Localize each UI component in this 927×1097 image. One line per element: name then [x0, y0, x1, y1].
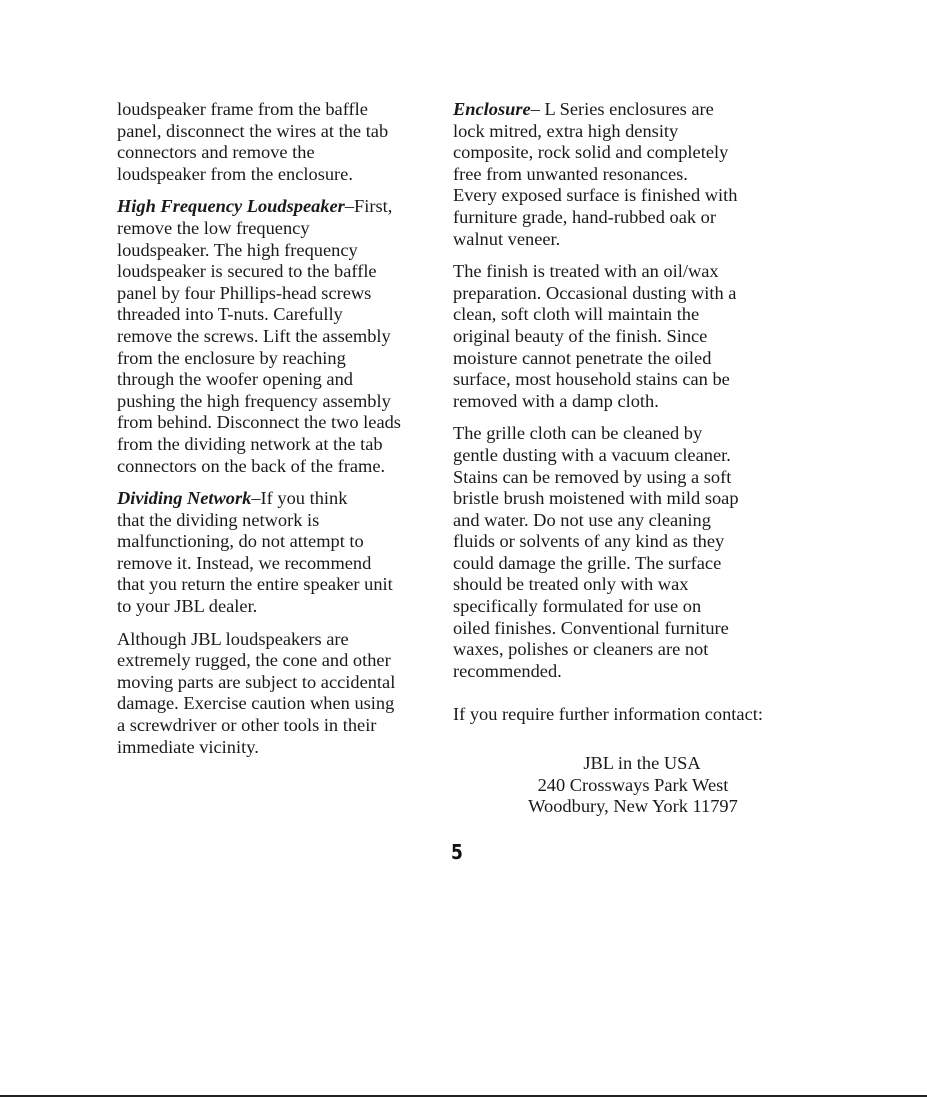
text-line: [453, 99, 813, 121]
right-column: [453, 99, 813, 737]
text-line: fluids or solvents of any kind as they: [453, 531, 725, 552]
text-line: loudspeaker frame from the baffle: [117, 99, 368, 119]
paragraph-high-frequency-loudspeaker: [117, 196, 437, 477]
address-line-city: Woodbury, New York 11797: [528, 796, 738, 817]
text-line: Stains can be removed by using a soft: [453, 466, 732, 487]
text-line: panel, disconnect the wires at the tab: [117, 120, 389, 141]
text-line: free from unwanted resonances.: [453, 163, 688, 184]
section-heading-dividing-network: Dividing Network: [117, 488, 252, 509]
paragraph-grille-cloth: [453, 423, 813, 682]
text-line: immediate vicinity.: [117, 736, 259, 757]
text-line: could damage the grille. The surface: [453, 552, 722, 573]
heading-tail: –If you think: [251, 488, 348, 509]
text-line: through the woofer opening and: [117, 369, 353, 390]
text-line: pushing the high frequency assembly: [117, 390, 391, 411]
text-line: moisture cannot penetrate the oiled: [453, 347, 712, 368]
text-line: bristle brush moistened with mild soap: [453, 488, 739, 509]
section-heading-high-frequency: High Frequency Loudspeaker: [117, 196, 345, 217]
paragraph-enclosure: [453, 99, 813, 250]
text-line: oiled finishes. Conventional furniture: [453, 617, 729, 638]
text-line: [117, 196, 437, 218]
paragraph-removal-continued: [117, 99, 437, 185]
section-heading-enclosure: Enclosure: [453, 99, 531, 119]
text-line: connectors and remove the: [117, 142, 315, 163]
text-line: The grille cloth can be cleaned by: [453, 423, 703, 444]
text-line: Every exposed surface is finished with: [453, 185, 738, 206]
text-line: specifically formulated for use on: [453, 596, 702, 617]
page-number: 5: [451, 840, 463, 864]
text-line: malfunctioning, do not attempt to: [117, 531, 364, 552]
text-line: from behind. Disconnect the two leads: [117, 412, 401, 433]
text-line: remove it. Instead, we recommend: [117, 552, 372, 573]
text-line: that the dividing network is: [117, 509, 320, 530]
text-line: from the enclosure by reaching: [117, 347, 346, 368]
text-line: a screwdriver or other tools in their: [117, 715, 377, 736]
paragraph-dividing-network: [117, 488, 437, 618]
text-line: preparation. Occasional dusting with a: [453, 282, 737, 303]
text-line: furniture grade, hand-rubbed oak or: [453, 206, 716, 227]
text-line: remove the low frequency: [117, 217, 310, 238]
left-column: [117, 99, 437, 769]
text-line: that you return the entire speaker unit: [117, 574, 393, 595]
text-line: Although JBL loudspeakers are: [117, 628, 349, 649]
text-line: moving parts are subject to accidental: [117, 671, 396, 692]
text-line: surface, most household stains can be: [453, 369, 730, 390]
text-line: loudspeaker is secured to the baffle: [117, 261, 377, 282]
text-line: The finish is treated with an oil/wax: [453, 261, 719, 282]
text-line: loudspeaker from the enclosure.: [117, 163, 353, 184]
text-line: recommended.: [453, 660, 562, 681]
paragraph-caution: [117, 629, 437, 759]
text-line: [117, 488, 437, 510]
text-line: walnut veneer.: [453, 228, 561, 249]
text-line: composite, rock solid and completely: [453, 142, 729, 163]
text-line: damage. Exercise caution when using: [117, 693, 395, 714]
text-line: extremely rugged, the cone and other: [117, 650, 391, 671]
text-line: threaded into T-nuts. Carefully: [117, 304, 343, 325]
text-line: clean, soft cloth will maintain the: [453, 304, 700, 325]
text-line: from the dividing network at the tab: [117, 433, 383, 454]
text-line: loudspeaker. The high frequency: [117, 239, 358, 260]
text-line: should be treated only with wax: [453, 574, 689, 595]
heading-tail: –First,: [344, 196, 393, 217]
text-line: to your JBL dealer.: [117, 596, 258, 617]
text-line: waxes, polishes or cleaners are not: [453, 639, 709, 660]
paragraph-finish: [453, 261, 813, 412]
contact-address: [453, 753, 813, 818]
text-line: remove the screws. Lift the assembly: [117, 325, 391, 346]
heading-tail: – L Series enclosures are: [530, 99, 714, 119]
text-line: If you require further information contact:: [453, 704, 763, 725]
text-line: lock mitred, extra high density: [453, 120, 679, 141]
address-line-company: JBL in the USA: [583, 753, 701, 773]
text-line: original beauty of the finish. Since: [453, 325, 708, 346]
text-line: panel by four Phillips-head screws: [117, 282, 372, 303]
text-line: and water. Do not use any cleaning: [453, 509, 711, 530]
text-line: gentle dusting with a vacuum cleaner.: [453, 444, 731, 465]
text-line: removed with a damp cloth.: [453, 390, 659, 411]
address-line-street: 240 Crossways Park West: [537, 774, 729, 795]
paragraph-contact: [453, 704, 813, 726]
text-line: connectors on the back of the frame.: [117, 455, 386, 476]
